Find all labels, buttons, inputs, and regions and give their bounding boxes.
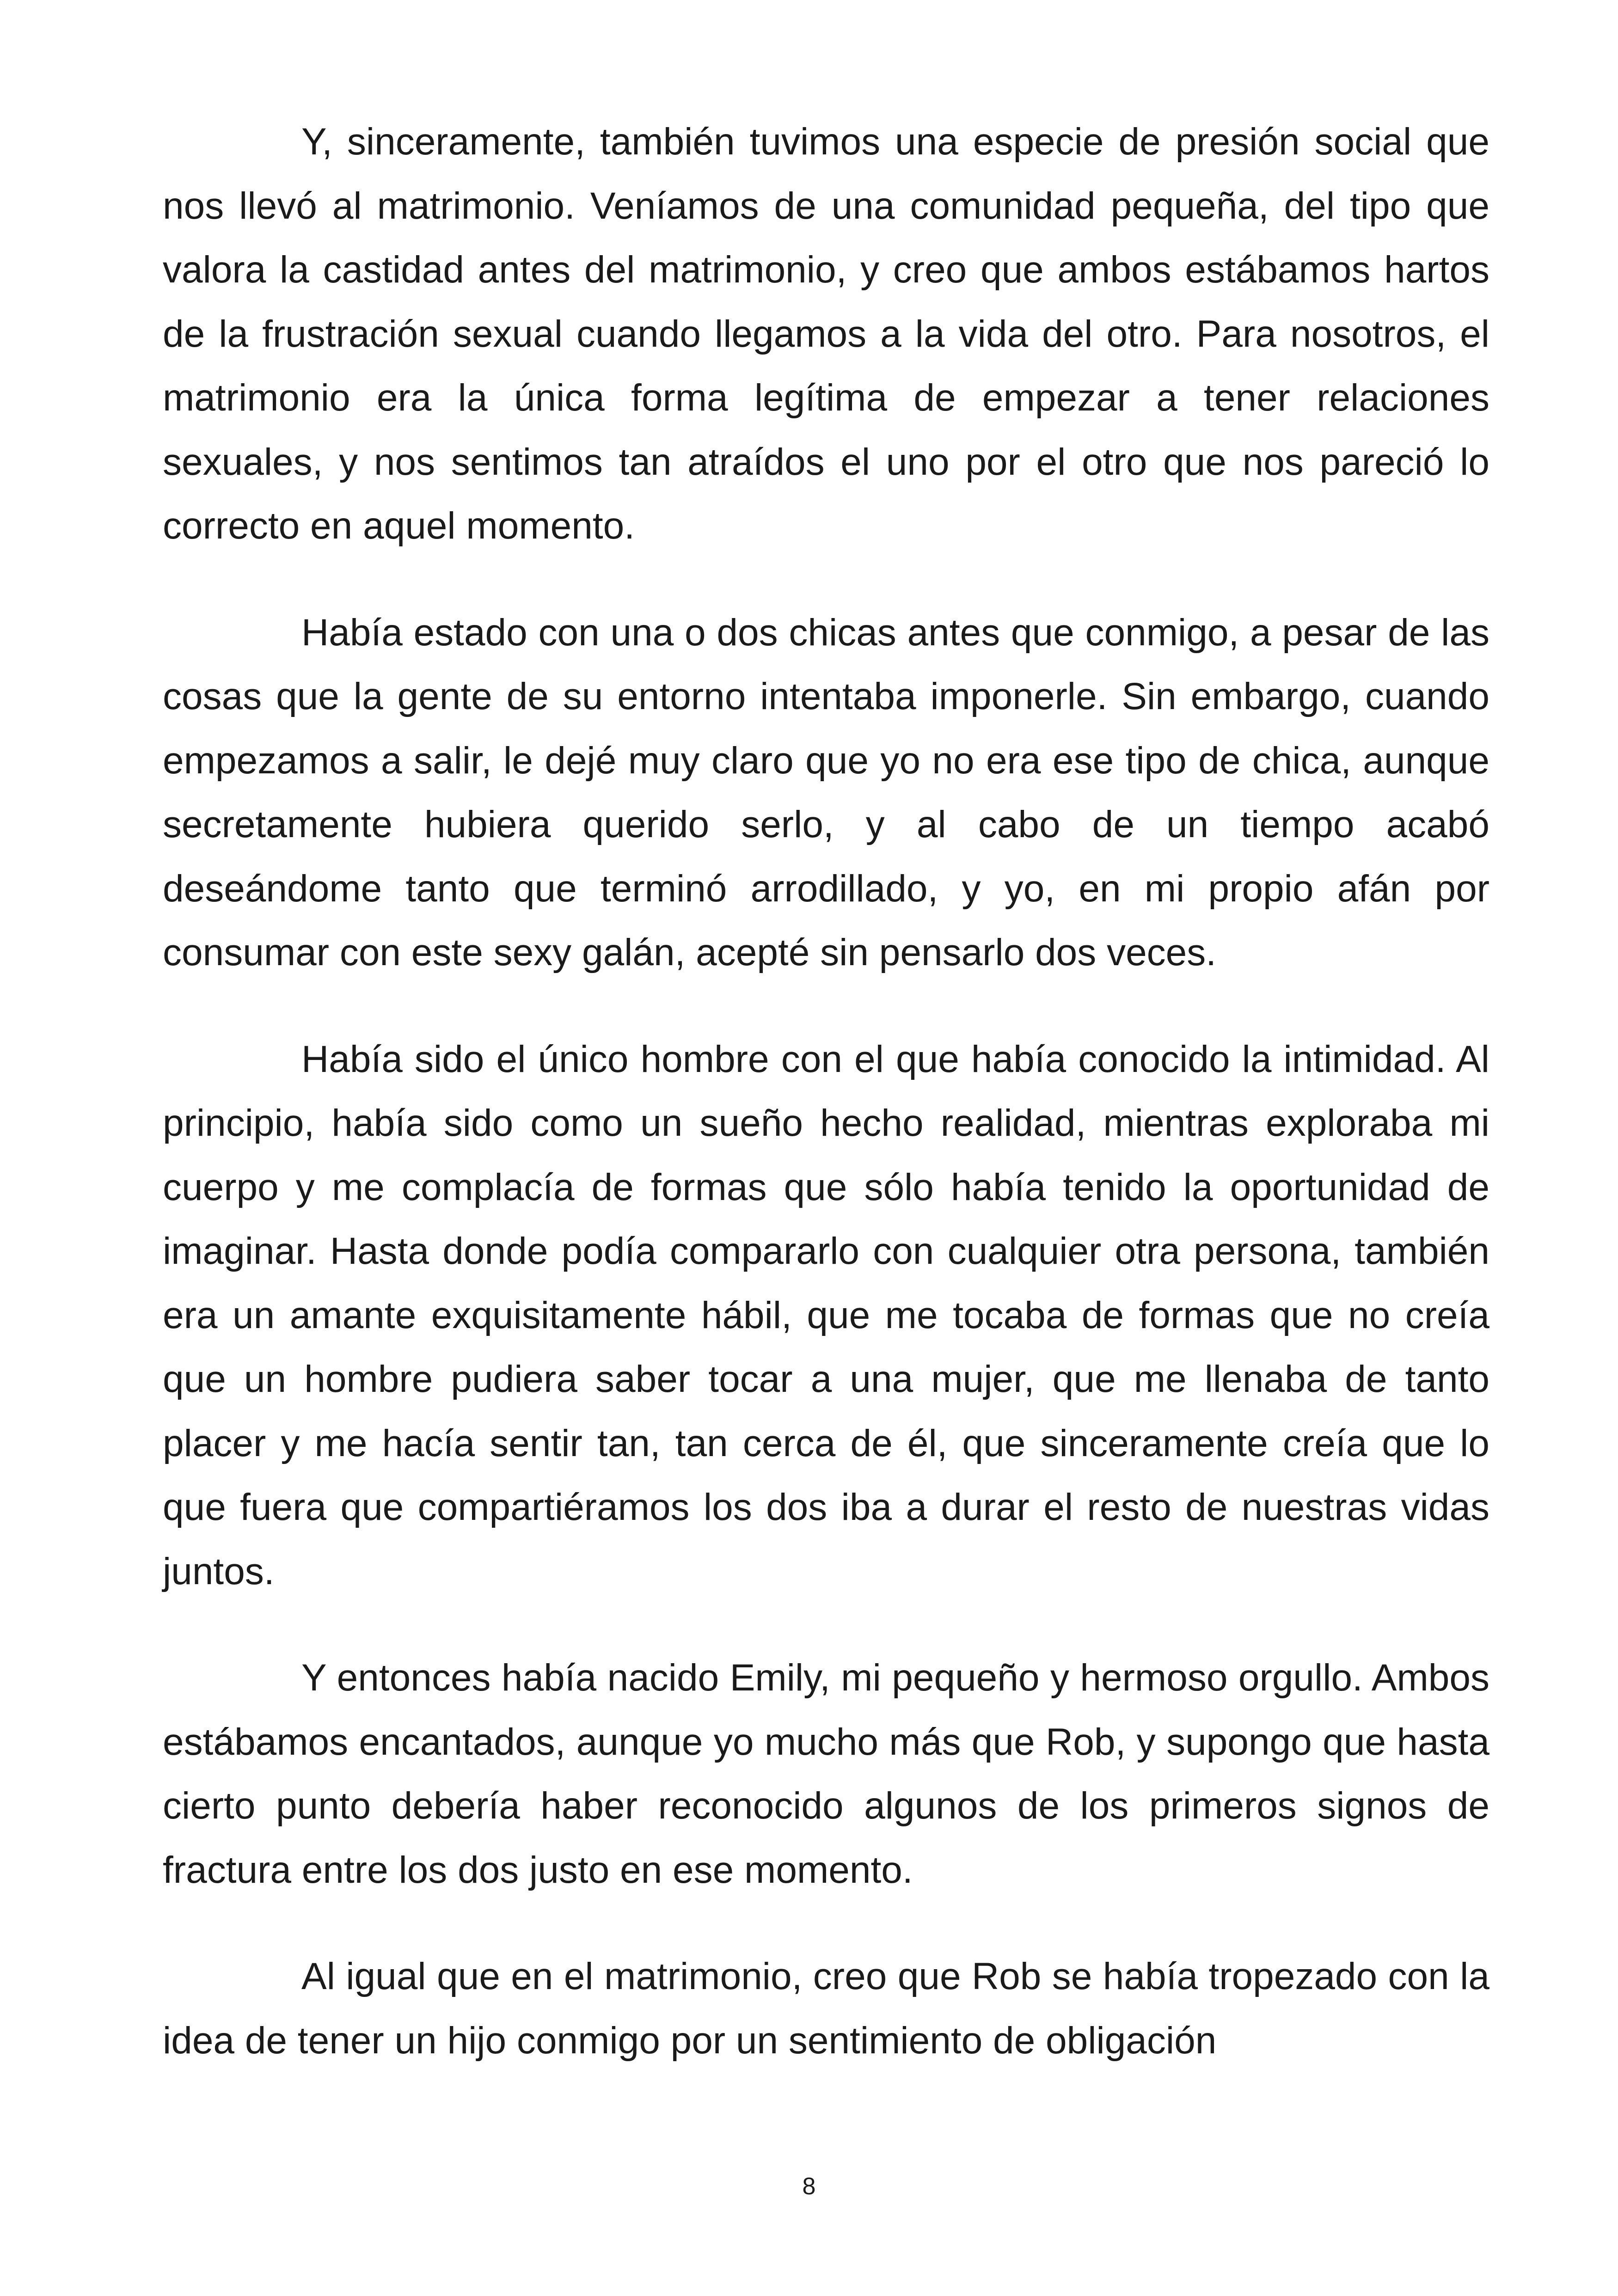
paragraph-1: Y, sinceramente, también tuvimos una especie de presión social que nos llevó al matrimonio. Veníamos de una comunidad pequeña, del tipo que valora la castidad antes del matrimonio, y creo que ambos estábamos hartos de la frustración sexual cuando llegamos a la vida del otro. Para nosotros, el matrimonio era la única forma legítima de empezar a tener relaciones sexuales, y nos sentimos tan atraídos el uno por el otro que nos pareció lo correcto en aquel momento. [163, 121, 1489, 547]
page-number: 8 [802, 2173, 816, 2200]
paragraph-3: Había sido el único hombre con el que había conocido la intimidad. Al principio, había sido como un sueño hecho realidad, mientras exploraba mi cuerpo y me complacía de formas que sólo había tenido la oportunidad de imaginar. Hasta donde podía compararlo con cualquier otra persona, también era un amante exquisitamente hábil, que me tocaba de formas que no creía que un hombre pudiera saber tocar a una mujer, que me llenaba de tanto placer y me hacía sentir tan, tan cerca de él, que sinceramente creía que lo que fuera que compartiéramos los dos iba a durar el resto de nuestras vidas juntos. [163, 1038, 1489, 1592]
paragraph-4: Y entonces había nacido Emily, mi pequeño y hermoso orgullo. Ambos estábamos encantados, aunque yo mucho más que Rob, y supongo que hasta cierto punto debería haber reconocido algunos de los primeros signos de fractura entre los dos justo en ese momento. [163, 1657, 1489, 1891]
paragraph-2: Había estado con una o dos chicas antes que conmigo, a pesar de las cosas que la gente de su entorno intentaba imponerle. Sin embargo, cuando empezamos a salir, le dejé muy claro que yo no era ese tipo de chica, aunque secretamente hubiera querido serlo, y al cabo de un tiempo acabó deseándome tanto que terminó arrodillado, y yo, en mi propio afán por consumar con este sexy galán, acepté sin pensarlo dos veces. [163, 611, 1489, 974]
paragraph-5: Al igual que en el matrimonio, creo que Rob se había tropezado con la idea de tener un hijo conmigo por un sentimiento de obligación [163, 1955, 1489, 2062]
body-text [163, 110, 1489, 2073]
